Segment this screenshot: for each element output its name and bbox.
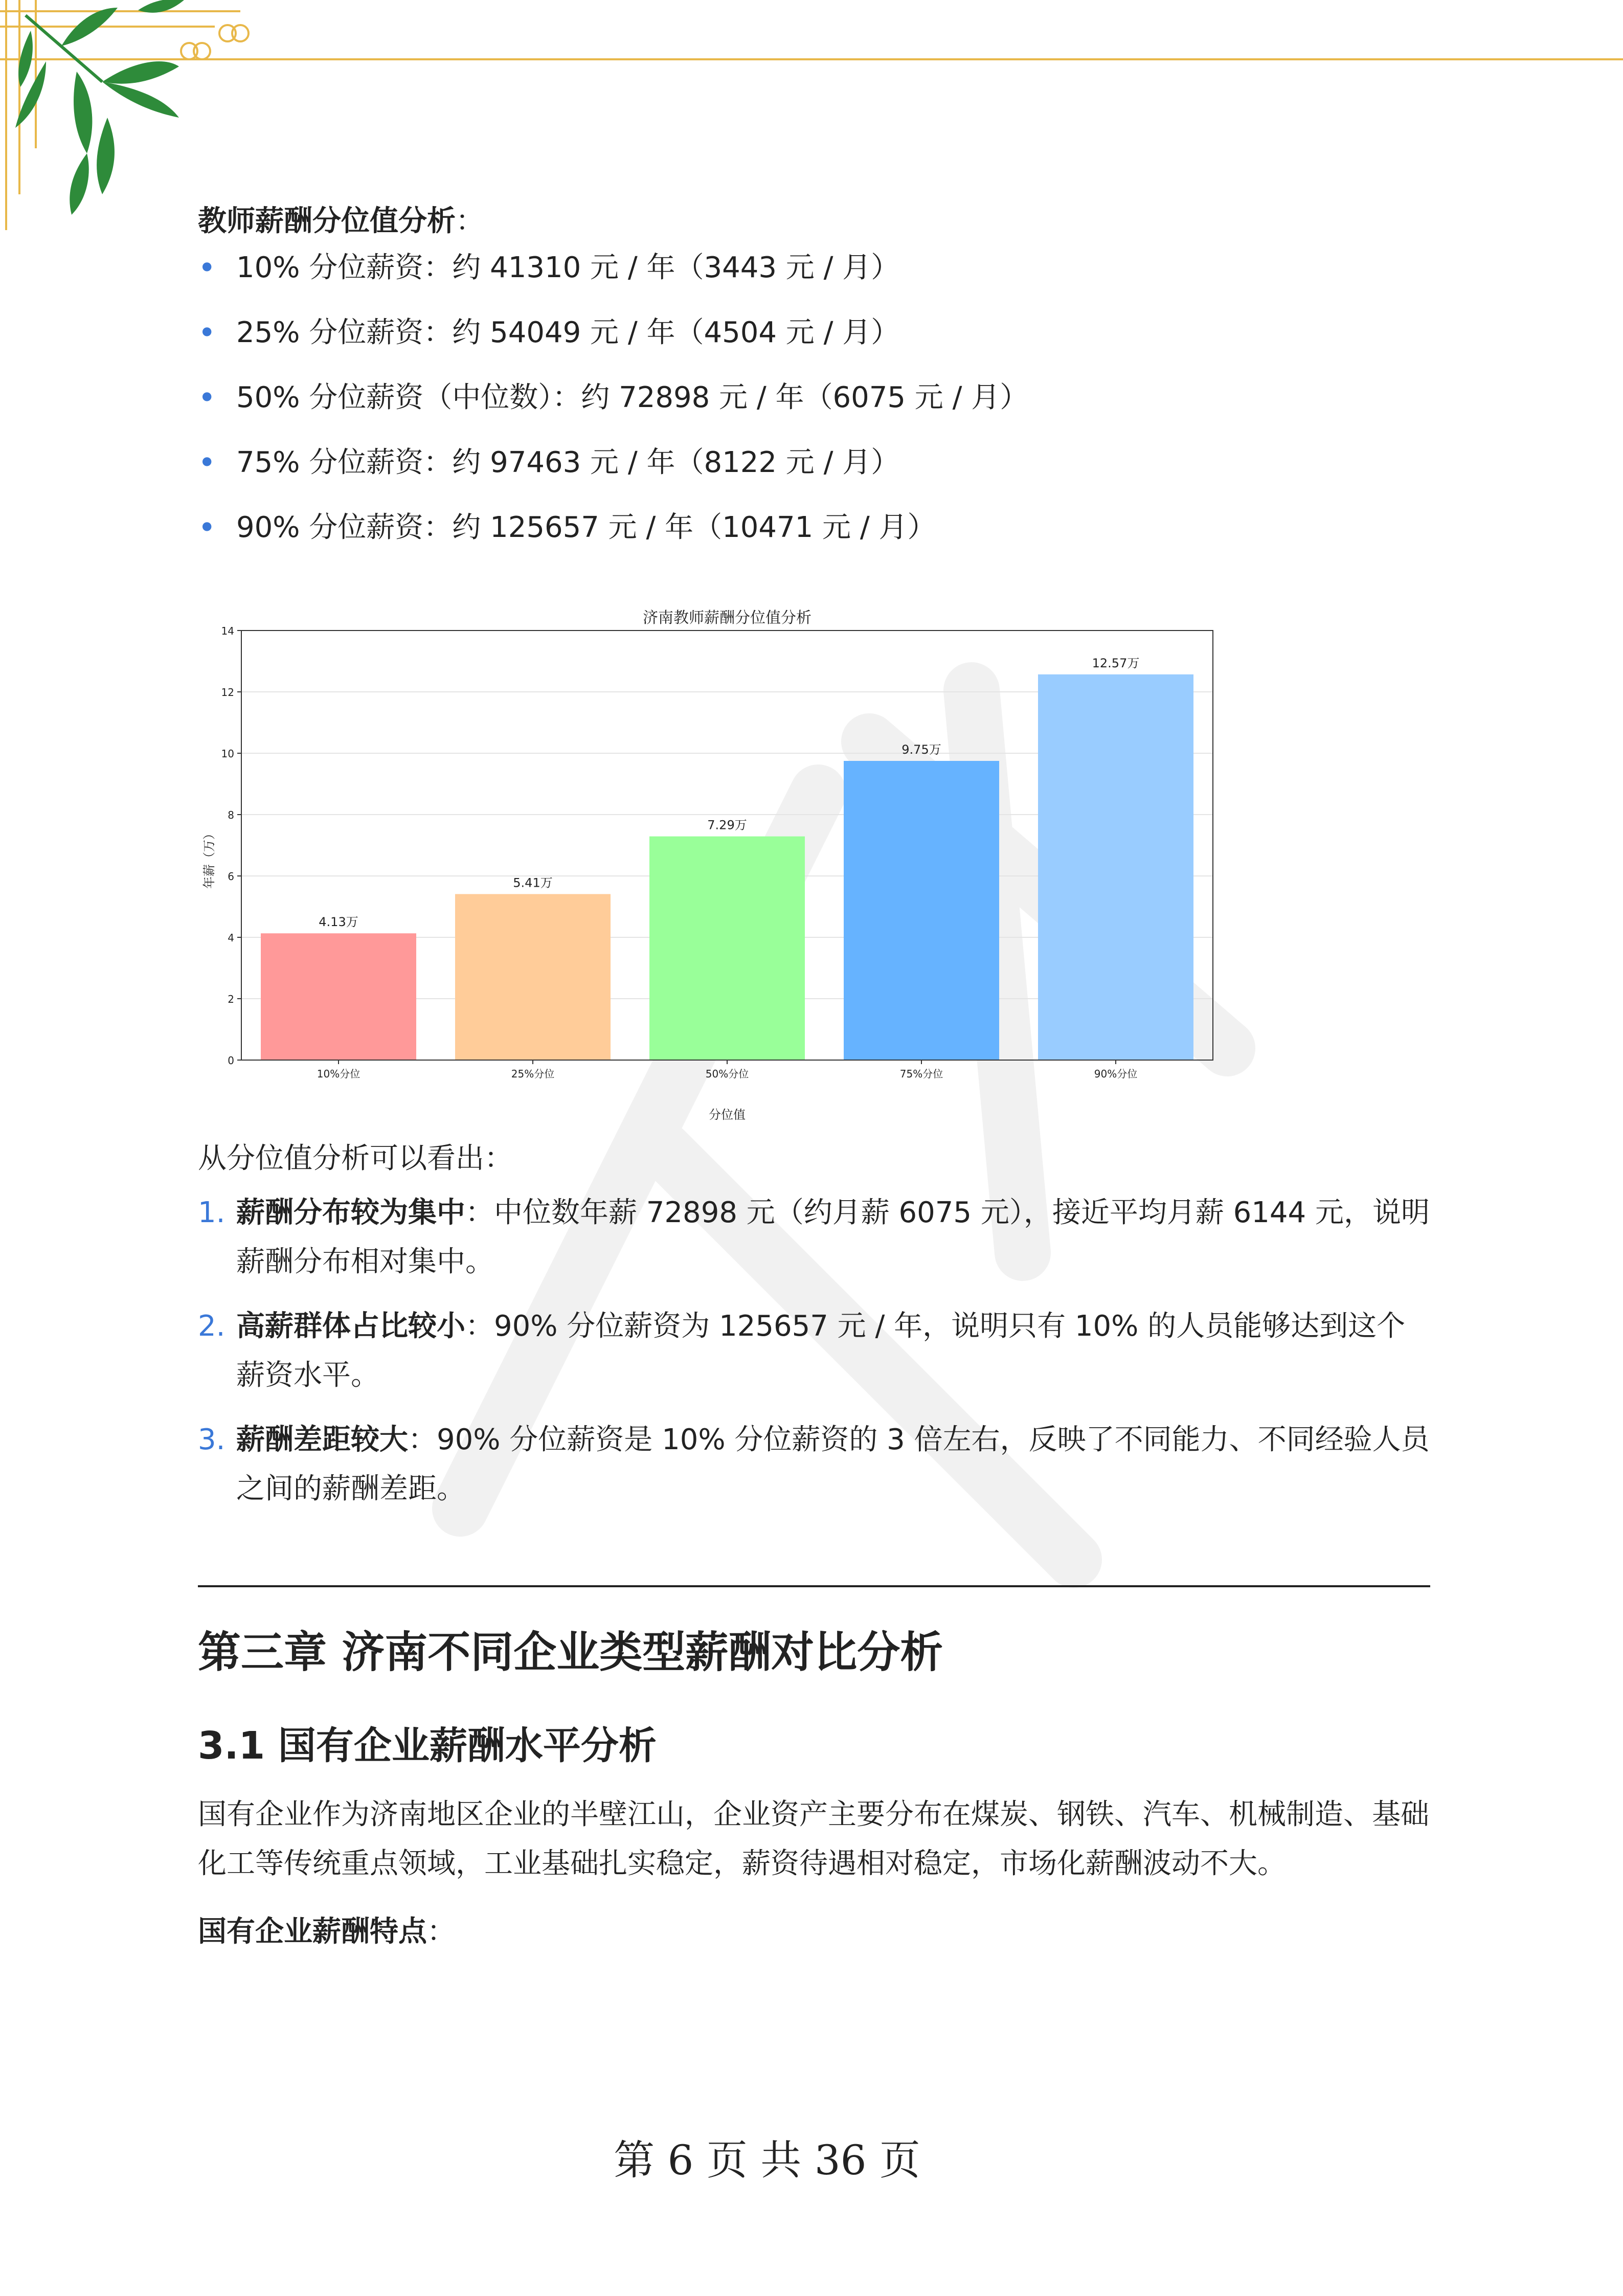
bullet-dot-icon: • — [198, 315, 216, 351]
x-tick-label: 10%分位 — [317, 1068, 360, 1080]
bullet-dot-icon: • — [198, 445, 216, 481]
list-number: 2. — [198, 1310, 226, 1343]
bar-data-label: 12.57万 — [1092, 656, 1140, 670]
y-tick-label: 10 — [221, 748, 234, 760]
bar — [844, 761, 999, 1060]
section-paragraph: 国有企业作为济南地区企业的半壁江山，企业资产主要分布在煤炭、钢铁、汽车、机械制造、基础化工等传统重点领域，工业基础扎实稳定，薪资待遇相对稳定，市场化薪酬波动不大。 — [198, 1798, 1429, 1880]
y-tick-label: 2 — [228, 993, 234, 1005]
y-tick-label: 4 — [228, 932, 234, 944]
bamboo-leaves-icon — [15, 0, 184, 215]
bar — [1038, 674, 1193, 1060]
list-item: 2. 高薪群体占比较小：90% 分位薪资为 125657 元 / 年，说明只有 10% 的人员能够达到这个薪资水平。 — [198, 1302, 1430, 1400]
bar-data-label: 9.75万 — [901, 742, 941, 757]
findings-list — [198, 1188, 1430, 1514]
bullet-dot-icon: • — [198, 250, 216, 286]
findings-intro: 从分位值分析可以看出： — [198, 1142, 513, 1175]
x-tick-label: 75%分位 — [899, 1068, 943, 1080]
list-item: 3. 薪酬差距较大：90% 分位薪资是 10% 分位薪资的 3 倍左右，反映了不同能力、不同经验人员之间的薪酬差距。 — [198, 1415, 1430, 1514]
chapter-title: 第三章 济南不同企业类型薪酬对比分析 — [198, 1627, 943, 1677]
y-tick-label: 14 — [221, 625, 234, 637]
y-tick-label: 8 — [228, 809, 234, 821]
list-item: • 10% 分位薪资：约 41310 元 / 年（3443 元 / 月） — [198, 250, 900, 286]
bar — [649, 837, 805, 1060]
bar-data-label: 7.29万 — [707, 818, 747, 832]
page-footer: 第 6 页 共 36 页 — [614, 2136, 920, 2184]
features-heading: 国有企业薪酬特点： — [198, 1915, 456, 1948]
page-content — [198, 189, 1430, 1960]
bar — [455, 894, 611, 1060]
bullet-dot-icon: • — [198, 380, 216, 416]
chart-ylabel: 年薪（万） — [202, 827, 216, 889]
list-item: 1. 薪酬分布较为集中：中位数年薪 72898 元（约月薪 6075 元），接近平均月薪 6144 元，说明薪酬分布相对集中。 — [198, 1188, 1430, 1287]
chart-xlabel: 分位值 — [709, 1108, 746, 1122]
y-tick-label: 6 — [228, 870, 234, 883]
x-tick-label: 90%分位 — [1094, 1068, 1138, 1080]
bar — [261, 933, 416, 1060]
bar-data-label: 4.13万 — [319, 915, 358, 930]
section-title: 3.1 国有企业薪酬水平分析 — [198, 1724, 657, 1768]
chart-title: 济南教师薪酬分位值分析 — [643, 609, 812, 627]
bar-data-label: 5.41万 — [513, 875, 553, 890]
list-item: • 25% 分位薪资：约 54049 元 / 年（4504 元 / 月） — [198, 315, 900, 351]
list-item: • 75% 分位薪资：约 97463 元 / 年（8122 元 / 月） — [198, 445, 900, 481]
x-tick-label: 50%分位 — [705, 1068, 749, 1080]
list-number: 1. — [198, 1196, 226, 1229]
percentile-heading: 教师薪酬分位值分析： — [198, 205, 484, 238]
list-item: • 50% 分位薪资（中位数）：约 72898 元 / 年（6075 元 / 月） — [198, 380, 1029, 416]
list-number: 3. — [198, 1423, 226, 1456]
percentile-list — [198, 250, 1430, 546]
bar-chart-svg — [198, 602, 1241, 1124]
bullet-dot-icon: • — [198, 510, 216, 546]
y-tick-label: 0 — [228, 1054, 234, 1067]
y-tick-label: 12 — [221, 686, 234, 699]
section-divider — [198, 1585, 1430, 1587]
list-item: • 90% 分位薪资：约 125657 元 / 年（10471 元 / 月） — [198, 510, 936, 546]
percentile-chart — [198, 602, 1241, 1124]
x-tick-label: 25%分位 — [511, 1068, 555, 1080]
